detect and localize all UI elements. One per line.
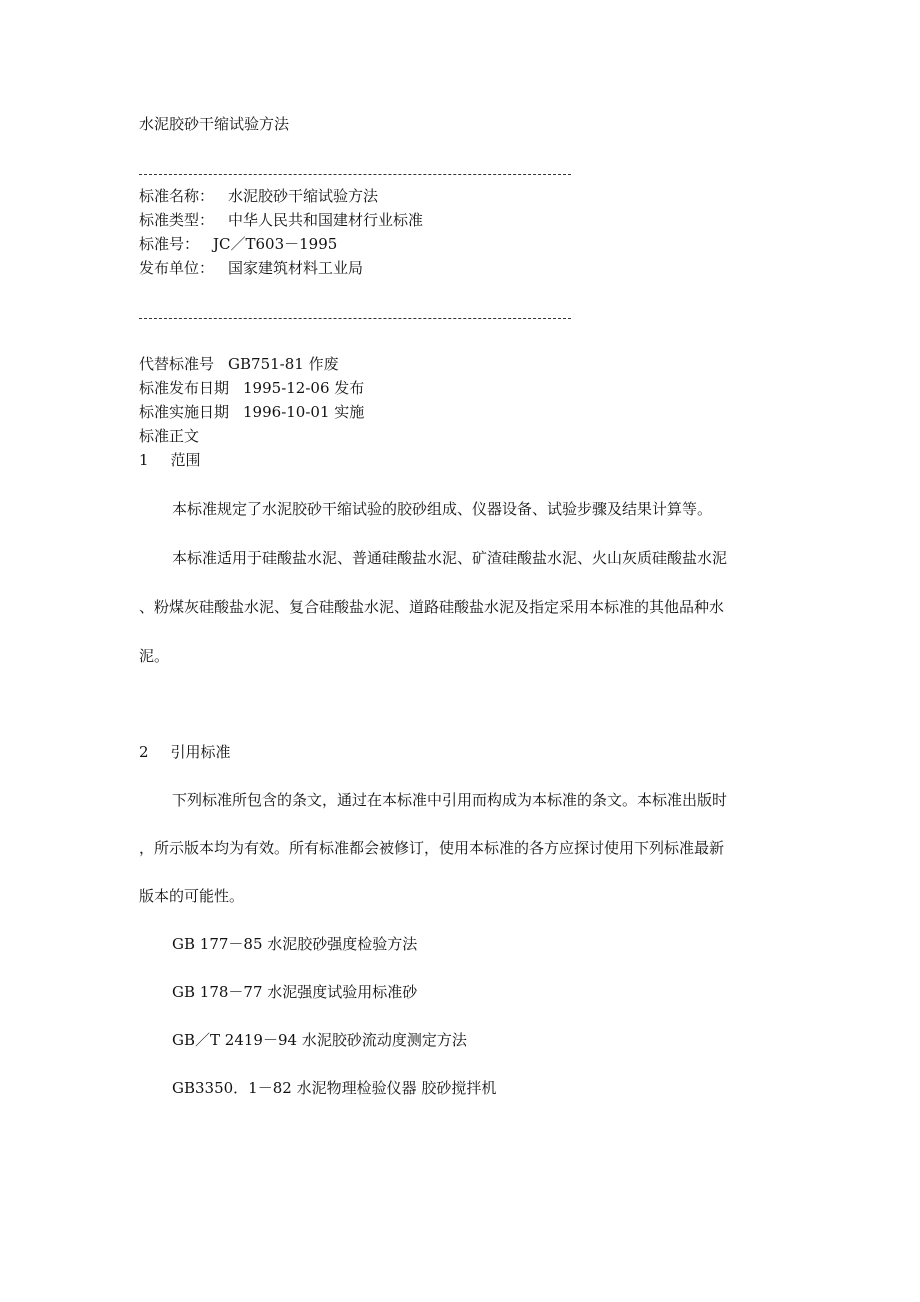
reference-item <box>172 1078 496 1098</box>
meta-value: JC／T603－1995 <box>213 235 338 253</box>
replace-label: 代替标准号 <box>139 355 215 373</box>
meta-standard-number <box>139 234 337 254</box>
meta-label: 标准名称： <box>139 187 215 205</box>
reference-code: GB3350．1－82 <box>172 1079 292 1097</box>
section-1-paragraph-2-line-3: 泥。 <box>139 647 170 665</box>
reference-code: GB／T 2419－94 <box>172 1031 298 1049</box>
reference-code: GB 178－77 <box>172 983 263 1001</box>
reference-item <box>172 1030 467 1050</box>
section-number: 2 <box>139 743 149 761</box>
reference-code: GB 177－85 <box>172 935 263 953</box>
meta-label: 发布单位： <box>139 259 215 277</box>
reference-title: 水泥胶砂强度检验方法 <box>267 935 418 953</box>
reference-title: 水泥强度试验用标准砂 <box>267 983 418 1001</box>
section-2-paragraph-line-2: ，所示版本均为有效。所有标准都会被修订，使用本标准的各方应探讨使用下列标准最新 <box>139 839 725 857</box>
meta-standard-name <box>139 186 378 206</box>
publish-date <box>139 378 364 398</box>
implement-label: 标准实施日期 <box>139 403 230 421</box>
replace-standard <box>139 354 339 374</box>
section-1-paragraph-1: 本标准规定了水泥胶砂干缩试验的胶砂组成、仪器设备、试验步骤及结果计算等。 <box>172 500 713 518</box>
replace-value: GB751-81 作废 <box>228 355 339 373</box>
meta-label: 标准号： <box>139 235 200 253</box>
reference-item <box>172 934 417 954</box>
meta-standard-type <box>139 210 423 230</box>
section-1-paragraph-2-line-2: 、粉煤灰硅酸盐水泥、复合硅酸盐水泥、道路硅酸盐水泥及指定采用本标准的其他品种水 <box>139 598 725 616</box>
section-2-paragraph-line-1: 下列标准所包含的条文，通过在本标准中引用而构成为本标准的条文。本标准出版时 <box>172 791 728 809</box>
meta-label: 标准类型： <box>139 211 215 229</box>
document-title: 水泥胶砂干缩试验方法 <box>139 115 290 133</box>
reference-item <box>172 982 417 1002</box>
section-1-paragraph-2-line-1: 本标准适用于硅酸盐水泥、普通硅酸盐水泥、矿渣硅酸盐水泥、火山灰质硅酸盐水泥 <box>172 549 728 567</box>
section-number: 1 <box>139 451 149 469</box>
section-1-heading <box>139 450 201 470</box>
publish-value: 1995-12-06 发布 <box>243 379 365 397</box>
meta-value: 国家建筑材料工业局 <box>228 259 364 277</box>
meta-value: 水泥胶砂干缩试验方法 <box>228 187 379 205</box>
reference-title: 水泥胶砂流动度测定方法 <box>301 1031 467 1049</box>
section-2-paragraph-line-3: 版本的可能性。 <box>139 887 245 905</box>
implement-date <box>139 402 364 422</box>
body-label: 标准正文 <box>139 427 200 445</box>
section-title: 范围 <box>170 451 201 469</box>
publish-label: 标准发布日期 <box>139 379 230 397</box>
reference-title: 水泥物理检验仪器 胶砂搅拌机 <box>296 1079 497 1097</box>
meta-publisher <box>139 258 363 278</box>
divider-top <box>139 174 571 175</box>
divider-bottom <box>139 318 571 319</box>
implement-value: 1996-10-01 实施 <box>243 403 365 421</box>
section-title: 引用标准 <box>170 743 231 761</box>
section-2-heading <box>139 742 231 762</box>
meta-value: 中华人民共和国建材行业标准 <box>228 211 424 229</box>
